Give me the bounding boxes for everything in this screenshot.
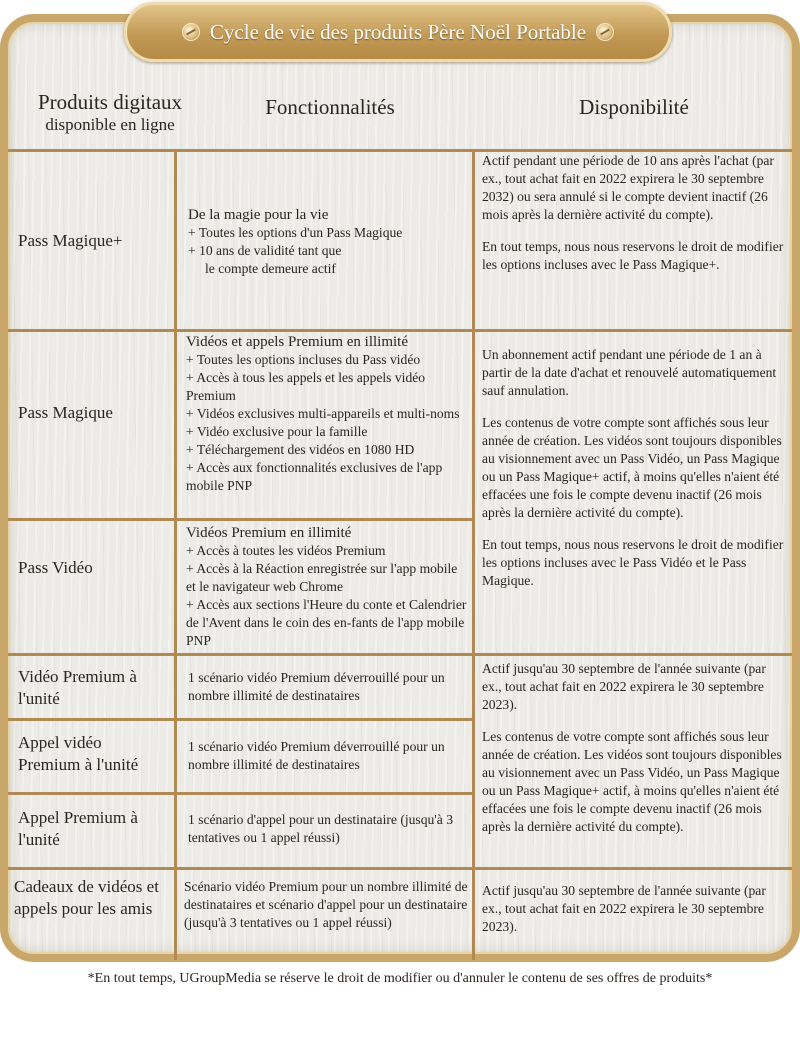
features-title: Vidéos Premium en illimité [186,525,352,541]
feature-item: + Accès à la Réaction enregistrée sur l'app mobile et le navigateur web Chrome [186,561,458,594]
row-divider [8,792,474,795]
product-pass-magique-plus [18,230,168,252]
product-name: Pass Magique+ [18,231,123,250]
header-availability-title: Disponibilité [579,95,689,119]
features-title: De la magie pour la vie [188,207,329,223]
header-features [208,95,452,120]
product-name: Appel Premium à l'unité [18,808,138,849]
availability-gifts-for-friends [482,882,788,936]
feature-item: + Accès aux sections l'Heure du conte et Calendrier de l'Avent dans le coin des en-fants de l'app mobile PNP [186,597,467,648]
availability-text: Actif jusqu'au 30 septembre de l'année suivante (par ex., tout achat fait en 2022 expirera le 30 septembre 2023). [482,883,766,934]
features-gifts-for-friends [184,878,470,932]
header-products [14,90,206,135]
features-call-premium-unit [188,811,468,847]
page-title: Cycle de vie des produits Père Noël Portable [209,19,587,44]
row-divider [8,518,474,521]
availability-text: Actif jusqu'au 30 septembre de l'année suivante (par ex., tout achat fait en 2022 expirera le 30 septembre 2023). [482,661,766,712]
header-features-title: Fonctionnalités [265,95,395,119]
feature-item: + Vidéos exclusives multi-appareils et multi-noms [186,406,460,421]
feature-item: 1 scénario vidéo Premium déverrouillé pour un nombre illimité de destinataires [188,739,445,772]
feature-item: + Toutes les options d'un Pass Magique [188,225,403,240]
feature-item: 1 scénario d'appel pour un destinataire (jusqu'à 3 tentatives ou 1 appel réussi) [188,812,453,845]
availability-text: En tout temps, nous nous reservons le droit de modifier les options incluses avec le Pass Magique+. [482,239,784,272]
product-name: Appel vidéo Premium à l'unité [18,733,139,774]
feature-item: le compte demeure actif [205,261,336,276]
features-pass-magique [186,333,468,495]
features-title: Vidéos et appels Premium en illimité [186,334,408,350]
ornament-icon [182,23,200,41]
product-gifts-for-friends [14,876,172,920]
header-availability [474,95,794,120]
feature-item: + Toutes les options incluses du Pass vidéo [186,352,421,367]
header-products-subtitle: disponible en ligne [45,115,175,134]
product-name: Cadeaux de vidéos et appels pour les amis [14,877,159,918]
availability-pass-magique-video [482,346,788,590]
product-call-premium-unit [18,807,168,851]
column-divider [472,149,475,960]
feature-item: + 10 ans de validité tant que [188,243,342,258]
availability-text: En tout temps, nous nous reservons le droit de modifier les options incluses avec le Pass Vidéo et le Pass Magique. [482,537,784,588]
features-video-premium-unit [188,669,468,705]
header-products-title: Produits digitaux [37,90,183,114]
row-divider [8,329,792,332]
product-name: Pass Vidéo [18,558,93,577]
footnote: *En tout temps, UGroupMedia se réserve le droit de modifier ou d'annuler le contenu de ses offres de produits* [87,971,713,986]
ornament-icon [596,23,614,41]
availability-unit-products [482,660,788,836]
row-divider [8,867,792,870]
feature-item: Scénario vidéo Premium pour un nombre illimité de destinataires et scénario d'appel pour un destinataire (jusqu'à 3 tentatives ou 1 appel réussi) [184,879,468,930]
availability-text: Un abonnement actif pendant une période de 1 an à partir de la date d'achat et renouvelé automatiquement sauf annulation. [482,347,777,398]
title-banner [124,2,672,62]
feature-item: + Accès à toutes les vidéos Premium [186,543,386,558]
product-pass-magique [18,402,168,424]
product-video-call-premium-unit [18,732,168,776]
row-divider [8,718,474,721]
column-divider [174,149,177,960]
feature-item: + Accès à tous les appels et les appels vidéo Premium [186,370,426,403]
product-pass-video [18,557,168,579]
availability-text: Les contenus de votre compte sont affichés sous leur année de création. Les vidéos sont toujours disponibles au visionnement avec un Pass Vidéo, un Pass Magique ou un Pass Magique+ actif, à moins qu'elles n'aient été effacées une fois le compte devenu inactif (26 mois après la dernière activité du compte). [482,415,782,520]
availability-text: Actif pendant une période de 10 ans après l'achat (par ex., tout achat fait en 2022 expirera le 30 septembre 2032) ou sera annulé si le compte devient inactif (26 mois après la dernière activité du compte). [482,153,774,222]
availability-text: Les contenus de votre compte sont affichés sous leur année de création. Les vidéos sont toujours disponibles au visionnement avec un Pass Vidéo, un Pass Magique ou un Pass Magique+ actif, à moins qu'elles n'aient été effacées une fois le compte devenu inactif (26 mois après la dernière activité du compte). [482,729,782,834]
product-name: Vidéo Premium à l'unité [18,667,137,708]
feature-item: + Accès aux fonctionnalités exclusives de l'app mobile PNP [186,460,443,493]
feature-item: 1 scénario vidéo Premium déverrouillé pour un nombre illimité de destinataires [188,670,445,703]
feature-item: + Vidéo exclusive pour la famille [186,424,368,439]
features-pass-video [186,524,468,650]
features-video-call-premium-unit [188,738,468,774]
availability-pass-magique-plus [482,152,788,274]
product-name: Pass Magique [18,403,113,422]
row-divider [8,653,792,656]
features-pass-magique-plus [188,206,468,278]
product-video-premium-unit [18,666,168,710]
feature-item: + Téléchargement des vidéos en 1080 HD [186,442,415,457]
